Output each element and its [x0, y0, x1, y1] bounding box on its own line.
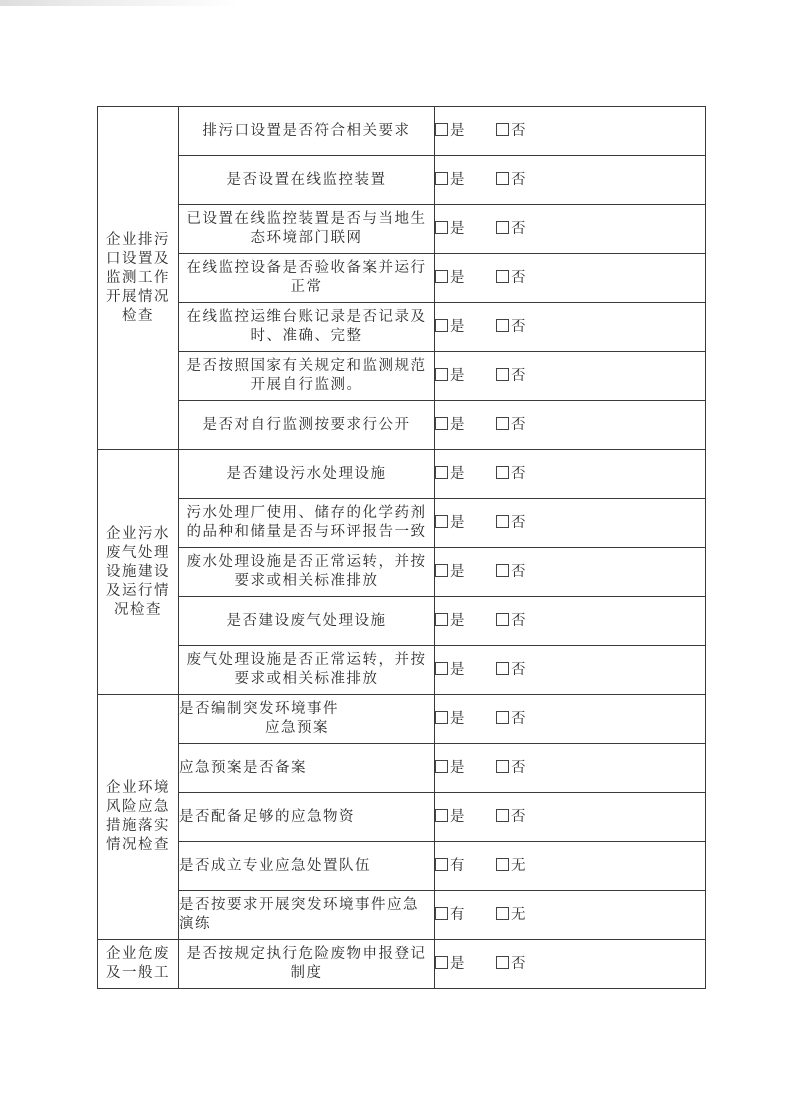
checkbox-square-icon[interactable] — [435, 564, 448, 577]
checkbox-square-icon[interactable] — [496, 907, 509, 920]
category-cell — [98, 107, 179, 450]
item-text: 是否建设污水处理设施 — [226, 465, 387, 482]
category-line: 企业排污 — [106, 231, 170, 248]
checkbox-label: 否 — [511, 269, 527, 286]
checkbox-option[interactable] — [496, 857, 527, 876]
category-cell — [98, 940, 179, 989]
item-text: 是否建设废气处理设施 — [226, 612, 387, 629]
item-cell — [179, 254, 435, 303]
item-text: 是否按规定执行危险废物申报登记 — [186, 946, 427, 962]
item-cell — [179, 499, 435, 548]
checkbox-square-icon[interactable] — [435, 613, 448, 626]
checkbox-option[interactable] — [435, 367, 466, 386]
checkbox-option[interactable] — [496, 563, 527, 582]
checkbox-option[interactable] — [496, 220, 527, 239]
checkbox-label: 否 — [511, 220, 527, 237]
item-text: 污水处理厂使用、储存的化学药剂 — [186, 505, 427, 521]
checkbox-square-icon[interactable] — [435, 417, 448, 430]
item-text: 制度 — [290, 965, 323, 981]
checkbox-square-icon[interactable] — [435, 662, 448, 675]
checkbox-square-icon[interactable] — [435, 907, 448, 920]
checkbox-label: 是 — [450, 710, 466, 727]
checkbox-option[interactable] — [496, 367, 527, 386]
checkbox-option[interactable] — [435, 612, 466, 631]
checkbox-label: 否 — [511, 661, 527, 678]
checkbox-label: 否 — [511, 367, 527, 384]
item-cell — [179, 205, 435, 254]
item-text: 废气处理设施是否正常运转，并按 — [186, 652, 427, 668]
checkbox-square-icon[interactable] — [435, 221, 448, 234]
checkbox-square-icon[interactable] — [496, 123, 509, 136]
checkbox-square-icon[interactable] — [435, 515, 448, 528]
item-text: 演练 — [179, 916, 211, 932]
checkbox-label: 是 — [450, 465, 466, 482]
table-row — [98, 842, 706, 891]
checkbox-square-icon[interactable] — [496, 809, 509, 822]
checkbox-label: 是 — [450, 220, 466, 237]
category-cell — [98, 695, 179, 940]
table-row — [98, 597, 706, 646]
checkbox-label: 是 — [450, 171, 466, 188]
checkbox-label: 否 — [511, 808, 527, 825]
item-cell — [179, 597, 435, 646]
category-line: 设施建设 — [106, 563, 170, 580]
item-text: 在线监控运维台账记录是否记录及 — [186, 309, 427, 325]
checkbox-option[interactable] — [496, 661, 527, 680]
table-row — [98, 254, 706, 303]
options-cell — [435, 499, 706, 548]
table-row — [98, 499, 706, 548]
checkbox-option[interactable] — [496, 710, 527, 729]
checkbox-square-icon[interactable] — [435, 760, 448, 773]
table-row — [98, 450, 706, 499]
checkbox-option[interactable] — [435, 220, 466, 239]
item-cell — [179, 156, 435, 205]
item-text: 的品种和储量是否与环评报告一致 — [186, 524, 427, 540]
checkbox-square-icon[interactable] — [496, 319, 509, 332]
checkbox-label: 是 — [450, 514, 466, 531]
item-text: 应急预案是否备案 — [179, 759, 307, 776]
checkbox-option[interactable] — [435, 857, 466, 876]
category-cell — [98, 450, 179, 695]
options-cell — [435, 401, 706, 450]
checkbox-option[interactable] — [496, 416, 527, 435]
category-line: 企业污水 — [106, 525, 170, 542]
options-cell — [435, 597, 706, 646]
checkbox-option[interactable] — [496, 318, 527, 337]
item-text: 是否成立专业应急处置队伍 — [179, 857, 371, 874]
options-cell — [435, 695, 706, 744]
item-cell — [179, 352, 435, 401]
table-row — [98, 205, 706, 254]
checkbox-label: 否 — [511, 514, 527, 531]
checkbox-square-icon[interactable] — [435, 956, 448, 969]
checkbox-label: 是 — [450, 955, 466, 972]
item-text: 开展自行监测。 — [250, 377, 363, 393]
checkbox-label: 否 — [511, 416, 527, 433]
checkbox-square-icon[interactable] — [435, 172, 448, 185]
checkbox-option[interactable] — [496, 759, 527, 778]
options-cell — [435, 107, 706, 156]
category-line: 检查 — [122, 307, 154, 324]
checkbox-label: 是 — [450, 269, 466, 286]
checkbox-option[interactable] — [435, 269, 466, 288]
checkbox-label: 否 — [511, 465, 527, 482]
checkbox-option[interactable] — [435, 955, 466, 974]
options-cell — [435, 646, 706, 695]
inspection-table — [97, 106, 706, 989]
checkbox-square-icon[interactable] — [496, 221, 509, 234]
checkbox-square-icon[interactable] — [435, 858, 448, 871]
item-cell — [179, 940, 435, 989]
inspection-table-body — [98, 107, 706, 989]
item-text: 排污口设置是否符合相关要求 — [202, 122, 411, 139]
category-line: 风险应急 — [106, 799, 170, 815]
options-cell — [435, 352, 706, 401]
checkbox-option[interactable] — [496, 465, 527, 484]
checkbox-label: 是 — [450, 122, 466, 139]
checkbox-option[interactable] — [435, 171, 466, 190]
checkbox-square-icon[interactable] — [435, 123, 448, 136]
checkbox-option[interactable] — [496, 808, 527, 827]
category-line: 及运行情 — [106, 582, 170, 599]
category-line: 开展情况 — [106, 288, 170, 305]
checkbox-option[interactable] — [496, 269, 527, 288]
item-cell — [179, 744, 435, 793]
category-line: 及一般工 — [106, 965, 170, 981]
table-row — [98, 156, 706, 205]
checkbox-option[interactable] — [435, 563, 466, 582]
checkbox-square-icon[interactable] — [496, 858, 509, 871]
checkbox-label: 否 — [511, 563, 527, 580]
table-row — [98, 107, 706, 156]
item-text: 是否配备足够的应急物资 — [179, 808, 355, 825]
checkbox-label: 否 — [511, 612, 527, 629]
checkbox-square-icon[interactable] — [496, 270, 509, 283]
checkbox-option[interactable] — [435, 710, 466, 729]
checkbox-option[interactable] — [435, 514, 466, 533]
checkbox-label: 无 — [511, 906, 527, 923]
category-line: 情况检查 — [106, 837, 170, 853]
item-text: 要求或相关标准排放 — [234, 573, 379, 589]
checkbox-label: 否 — [511, 122, 527, 139]
checkbox-label: 是 — [450, 808, 466, 825]
item-text: 要求或相关标准排放 — [234, 671, 379, 687]
checkbox-option[interactable] — [435, 318, 466, 337]
item-cell — [179, 891, 435, 940]
options-cell — [435, 842, 706, 891]
category-line: 企业危废 — [106, 946, 170, 962]
checkbox-square-icon[interactable] — [496, 515, 509, 528]
checkbox-label: 是 — [450, 759, 466, 776]
category-line: 况检查 — [114, 601, 162, 618]
item-text: 应急预案 — [265, 720, 329, 736]
item-cell — [179, 793, 435, 842]
table-row — [98, 695, 706, 744]
checkbox-label: 是 — [450, 416, 466, 433]
checkbox-square-icon[interactable] — [496, 956, 509, 969]
checkbox-option[interactable] — [496, 514, 527, 533]
checkbox-option[interactable] — [496, 906, 527, 925]
checkbox-option[interactable] — [496, 122, 527, 141]
table-row — [98, 940, 706, 989]
item-text: 已设置在线监控装置是否与当地生 — [186, 211, 427, 227]
options-cell — [435, 548, 706, 597]
checkbox-option[interactable] — [435, 906, 466, 925]
item-cell — [179, 303, 435, 352]
checkbox-label: 有 — [450, 857, 466, 874]
checkbox-label: 是 — [450, 367, 466, 384]
item-text: 是否对自行监测按要求行公开 — [202, 416, 411, 433]
checkbox-label: 否 — [511, 710, 527, 727]
checkbox-square-icon[interactable] — [496, 564, 509, 577]
item-cell — [179, 450, 435, 499]
item-text: 在线监控设备是否验收备案并运行 — [186, 260, 427, 276]
checkbox-square-icon[interactable] — [435, 270, 448, 283]
item-text: 正常 — [290, 279, 323, 295]
item-cell — [179, 401, 435, 450]
checkbox-label: 是 — [450, 661, 466, 678]
checkbox-square-icon[interactable] — [435, 466, 448, 479]
checkbox-square-icon[interactable] — [496, 466, 509, 479]
checkbox-square-icon[interactable] — [496, 760, 509, 773]
checkbox-square-icon[interactable] — [496, 613, 509, 626]
checkbox-square-icon[interactable] — [435, 368, 448, 381]
item-text: 是否编制突发环境事件 — [179, 701, 339, 717]
scan-smudge — [0, 0, 240, 6]
checkbox-option[interactable] — [496, 612, 527, 631]
checkbox-label: 无 — [511, 857, 527, 874]
options-cell — [435, 793, 706, 842]
checkbox-label: 否 — [511, 171, 527, 188]
checkbox-option[interactable] — [435, 416, 466, 435]
checkbox-square-icon[interactable] — [496, 711, 509, 724]
item-cell — [179, 842, 435, 891]
checkbox-square-icon[interactable] — [435, 809, 448, 822]
checkbox-option[interactable] — [435, 808, 466, 827]
category-line: 废气处理 — [106, 544, 170, 561]
item-text: 态环境部门联网 — [250, 230, 363, 246]
checkbox-label: 否 — [511, 318, 527, 335]
checkbox-square-icon[interactable] — [496, 662, 509, 675]
table-row — [98, 891, 706, 940]
table-row — [98, 793, 706, 842]
category-line: 口设置及 — [106, 250, 170, 267]
table-row — [98, 646, 706, 695]
checkbox-square-icon[interactable] — [435, 319, 448, 332]
checkbox-label: 是 — [450, 318, 466, 335]
checkbox-label: 有 — [450, 906, 466, 923]
item-cell — [179, 695, 435, 744]
checkbox-option[interactable] — [435, 465, 466, 484]
checkbox-label: 是 — [450, 563, 466, 580]
checkbox-label: 是 — [450, 612, 466, 629]
item-text: 是否按照国家有关规定和监测规范 — [186, 358, 427, 374]
checkbox-option[interactable] — [435, 759, 466, 778]
item-cell — [179, 107, 435, 156]
table-row — [98, 548, 706, 597]
table-row — [98, 401, 706, 450]
item-cell — [179, 548, 435, 597]
item-text: 是否按要求开展突发环境事件应急 — [179, 897, 419, 913]
item-text: 时、准确、完整 — [250, 328, 363, 344]
checkbox-option[interactable] — [435, 122, 466, 141]
checkbox-option[interactable] — [496, 955, 527, 974]
options-cell — [435, 156, 706, 205]
options-cell — [435, 940, 706, 989]
checkbox-option[interactable] — [435, 661, 466, 680]
table-row — [98, 744, 706, 793]
checkbox-square-icon[interactable] — [435, 711, 448, 724]
checkbox-square-icon[interactable] — [496, 417, 509, 430]
checkbox-square-icon[interactable] — [496, 172, 509, 185]
options-cell — [435, 450, 706, 499]
category-line: 企业环境 — [106, 780, 170, 796]
options-cell — [435, 205, 706, 254]
checkbox-label: 否 — [511, 759, 527, 776]
options-cell — [435, 303, 706, 352]
options-cell — [435, 891, 706, 940]
checkbox-option[interactable] — [496, 171, 527, 190]
options-cell — [435, 254, 706, 303]
options-cell — [435, 744, 706, 793]
item-cell — [179, 646, 435, 695]
category-line: 措施落实 — [106, 818, 170, 834]
item-text: 废水处理设施是否正常运转，并按 — [186, 554, 427, 570]
table-row — [98, 303, 706, 352]
checkbox-square-icon[interactable] — [496, 368, 509, 381]
category-line: 监测工作 — [106, 269, 170, 286]
checkbox-label: 否 — [511, 955, 527, 972]
item-text: 是否设置在线监控装置 — [226, 171, 387, 188]
table-row — [98, 352, 706, 401]
